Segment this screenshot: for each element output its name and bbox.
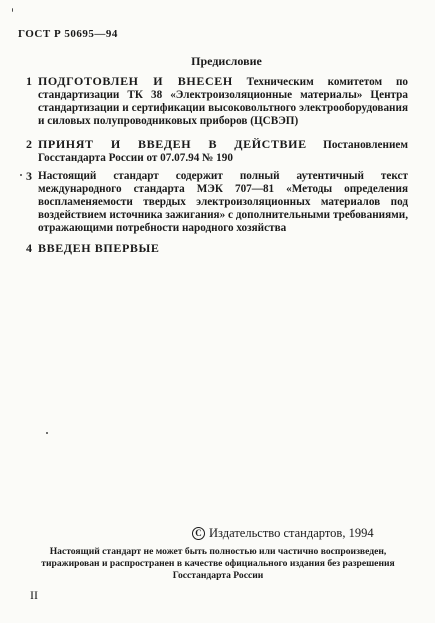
item-body: Настоящий стандарт содержит полный аутентичный текст международного стандарта МЭК 707—81 «Методы определения воспламеняемости твердых электроизоляционных материалов под воздействием источника зажигания» с дополнительными требованиями, отражающими потребности народного хозяйства: [38, 170, 408, 234]
preface-title: Предисловие: [191, 54, 262, 68]
standard-code-header: ГОСТ Р 50695—94: [18, 28, 118, 40]
preface-item-1: [28, 75, 408, 128]
item-lead: ВВЕДЕН ВПЕРВЫЕ: [38, 241, 160, 255]
page-number: II: [30, 588, 38, 602]
item-number: 1: [26, 74, 32, 88]
item-number: 2: [26, 137, 32, 151]
preface-item-2: [28, 138, 408, 165]
copyright-icon: C: [192, 527, 205, 540]
item-lead: ПРИНЯТ И ВВЕДЕН В ДЕЙСТВИЕ: [38, 137, 307, 151]
item-text: [28, 138, 408, 165]
copyright-text: Издательство стандартов, 1994: [209, 526, 374, 540]
item-lead: ПОДГОТОВЛЕН И ВНЕСЕН: [38, 74, 233, 88]
scan-speck: [20, 174, 22, 176]
item-text: [28, 242, 408, 256]
item-body: Постановлением Госстандарта России от 07.07.94 № 190: [38, 139, 408, 164]
copyright-line: [192, 526, 374, 541]
scan-speck: [12, 8, 13, 12]
item-text: [28, 170, 408, 235]
preface-item-4: [28, 242, 408, 256]
item-number: 4: [26, 241, 32, 255]
item-text: [28, 75, 408, 128]
item-body: Техническим комитетом по стандартизации ТК 38 «Электроизоляционные материалы» Центра стандартизации и сертификации высоковольтного электрооборудования и силовых полупроводниковых приборов (ЦСВЭП): [38, 76, 409, 127]
reproduction-notice: Настоящий стандарт не может быть полностью или частично воспроизведен, тиражирован и распространен в качестве официального издания без разрешения Госстандарта России: [41, 546, 395, 581]
item-number: 3: [26, 169, 32, 183]
scan-speck: [46, 432, 48, 434]
preface-item-3: [28, 170, 408, 235]
